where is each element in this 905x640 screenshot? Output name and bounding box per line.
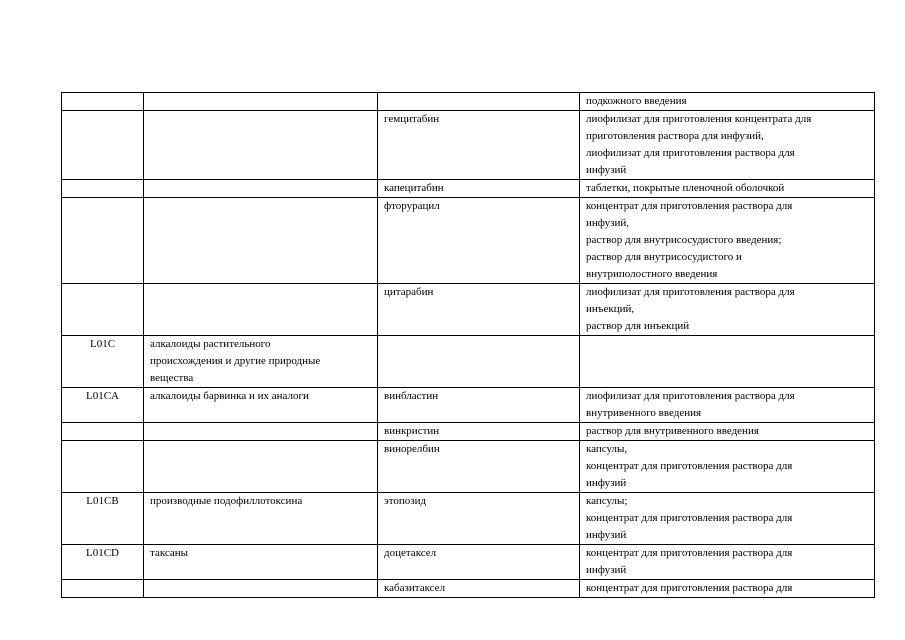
dosage-form-cell	[580, 336, 875, 388]
table-row	[62, 493, 875, 545]
dosage-form-line: раствор для внутривенного введения	[586, 425, 759, 437]
group-name-cell	[144, 423, 378, 441]
group-name-cell	[144, 284, 378, 336]
atc-code-cell: L01CD	[62, 545, 144, 580]
dosage-form-line: раствор для инъекций	[586, 320, 690, 332]
dosage-form-line: таблетки, покрытые пленочной оболочкой	[586, 182, 785, 194]
dosage-form-line: лиофилизат для приготовления раствора для	[586, 390, 795, 402]
dosage-form-cell	[580, 180, 875, 198]
drug-name-cell: винкристин	[378, 423, 580, 441]
dosage-form-line: концентрат для приготовления раствора для	[586, 547, 793, 559]
drug-table-body	[62, 93, 875, 598]
dosage-form-line: раствор для внутрисосудистого введения;	[586, 234, 782, 246]
table-row	[62, 198, 875, 284]
dosage-form-line: приготовления раствора для инфузий,	[586, 130, 764, 142]
drug-name-cell: цитарабин	[378, 284, 580, 336]
dosage-form-line: внутривенного введения	[586, 407, 702, 419]
dosage-form-cell	[580, 493, 875, 545]
dosage-form-line: концентрат для приготовления раствора для	[586, 582, 793, 594]
atc-code-cell	[62, 180, 144, 198]
dosage-form-line: лиофилизат для приготовления раствора для	[586, 147, 795, 159]
dosage-form-line: концентрат для приготовления раствора для	[586, 512, 793, 524]
table-row	[62, 388, 875, 423]
group-name-line: вещества	[150, 372, 194, 384]
table-row	[62, 111, 875, 180]
dosage-form-line: инфузий	[586, 164, 627, 176]
drug-name-cell: фторурацил	[378, 198, 580, 284]
group-name-cell	[144, 336, 378, 388]
dosage-form-line: инфузий	[586, 477, 627, 489]
dosage-form-line: капсулы,	[586, 443, 628, 455]
dosage-form-line: подкожного введения	[586, 95, 687, 107]
dosage-form-line: концентрат для приготовления раствора для	[586, 460, 793, 472]
dosage-form-cell	[580, 545, 875, 580]
group-name-cell	[144, 441, 378, 493]
dosage-form-cell	[580, 93, 875, 111]
dosage-form-line: инфузий,	[586, 217, 629, 229]
group-name-cell	[144, 111, 378, 180]
dosage-form-line: лиофилизат для приготовления раствора для	[586, 286, 795, 298]
group-name-cell	[144, 545, 378, 580]
table-row	[62, 580, 875, 598]
dosage-form-line: внутриполостного введения	[586, 268, 718, 280]
dosage-form-line: инфузий	[586, 529, 627, 541]
atc-code-cell: L01CB	[62, 493, 144, 545]
group-name-cell	[144, 198, 378, 284]
table-row	[62, 93, 875, 111]
group-name-cell	[144, 493, 378, 545]
dosage-form-line: капсулы;	[586, 495, 628, 507]
atc-code-cell	[62, 423, 144, 441]
atc-code-cell: L01CA	[62, 388, 144, 423]
group-name-line: происхождения и другие природные	[150, 355, 321, 367]
group-name-cell	[144, 180, 378, 198]
dosage-form-line: инъекций,	[586, 303, 635, 315]
atc-code-cell	[62, 284, 144, 336]
drug-name-cell: кабазитаксел	[378, 580, 580, 598]
table-row	[62, 441, 875, 493]
table-row	[62, 545, 875, 580]
table-row	[62, 284, 875, 336]
dosage-form-cell	[580, 198, 875, 284]
dosage-form-cell	[580, 580, 875, 598]
drug-name-cell	[378, 336, 580, 388]
dosage-form-cell	[580, 111, 875, 180]
atc-code-cell	[62, 198, 144, 284]
dosage-form-cell	[580, 388, 875, 423]
dosage-form-line: концентрат для приготовления раствора для	[586, 200, 793, 212]
drug-name-cell: винорелбин	[378, 441, 580, 493]
table-row	[62, 336, 875, 388]
dosage-form-cell	[580, 423, 875, 441]
drug-table	[61, 92, 875, 598]
atc-code-cell	[62, 441, 144, 493]
group-name-line: таксаны	[150, 547, 189, 559]
dosage-form-line: раствор для внутрисосудистого и	[586, 251, 742, 263]
dosage-form-cell	[580, 284, 875, 336]
dosage-form-line: инфузий	[586, 564, 627, 576]
group-name-cell	[144, 93, 378, 111]
atc-code-cell	[62, 93, 144, 111]
atc-code-cell	[62, 580, 144, 598]
dosage-form-line: лиофилизат для приготовления концентрата для	[586, 113, 812, 125]
table-row	[62, 180, 875, 198]
drug-name-cell	[378, 93, 580, 111]
table-row	[62, 423, 875, 441]
group-name-line: алкалоиды барвинка и их аналоги	[150, 390, 309, 402]
document-page	[61, 92, 874, 598]
group-name-line: алкалоиды растительного	[150, 338, 271, 350]
drug-name-cell: доцетаксел	[378, 545, 580, 580]
drug-name-cell: капецитабин	[378, 180, 580, 198]
group-name-cell	[144, 388, 378, 423]
atc-code-cell	[62, 111, 144, 180]
group-name-cell	[144, 580, 378, 598]
drug-name-cell: этопозид	[378, 493, 580, 545]
dosage-form-cell	[580, 441, 875, 493]
group-name-line: производные подофиллотоксина	[150, 495, 303, 507]
drug-name-cell: винбластин	[378, 388, 580, 423]
atc-code-cell: L01C	[62, 336, 144, 388]
drug-name-cell: гемцитабин	[378, 111, 580, 180]
